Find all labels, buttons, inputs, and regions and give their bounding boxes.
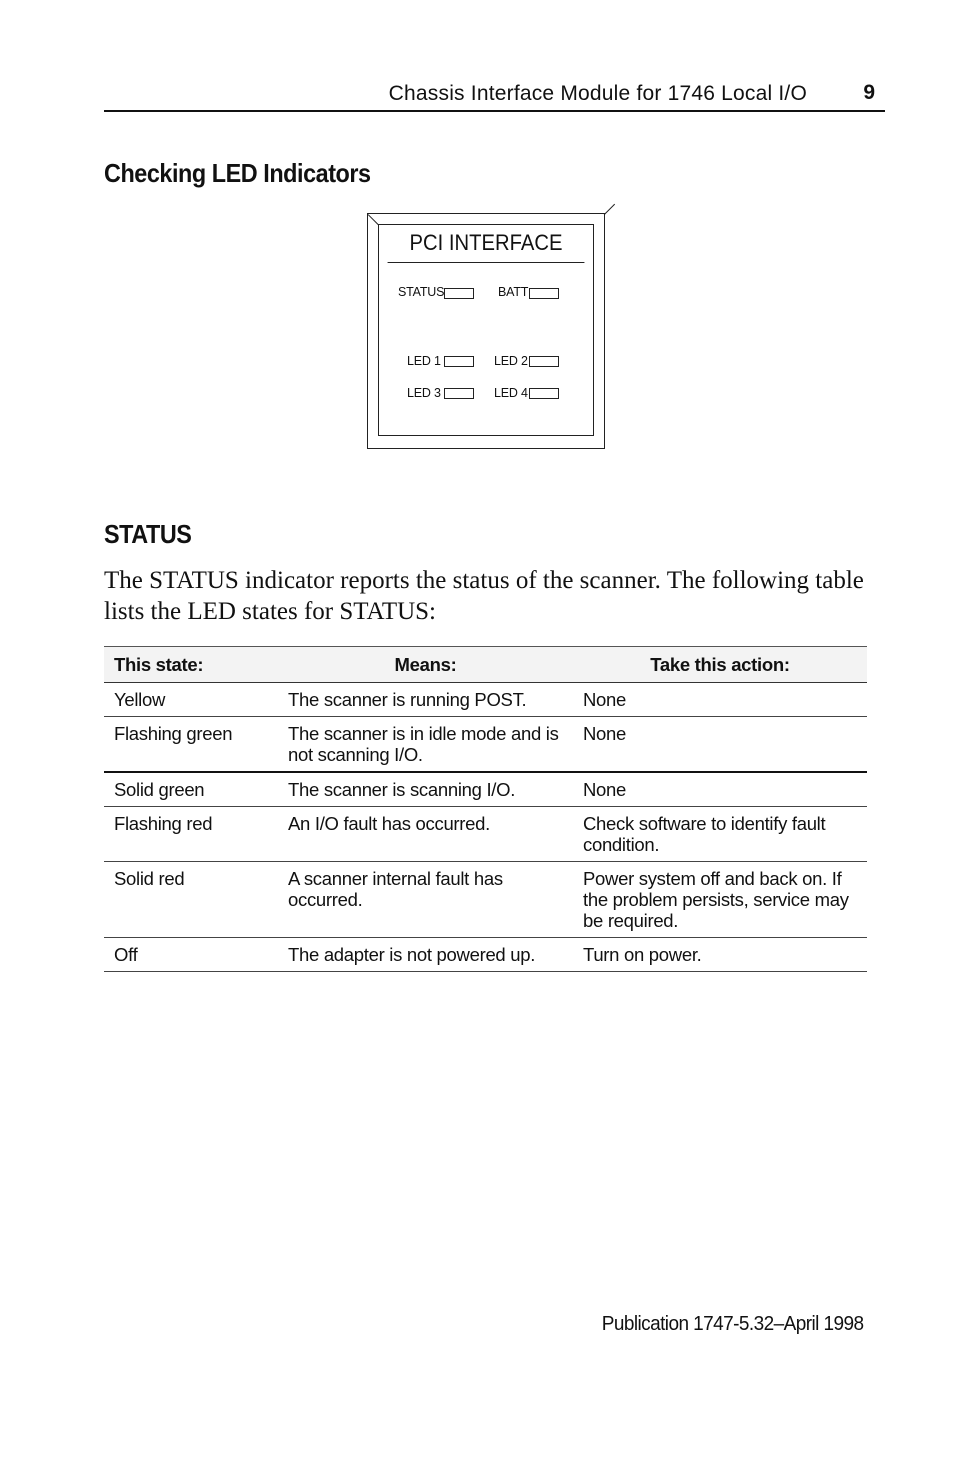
table-row <box>104 862 867 938</box>
indicator-label-led-3: LED 3 <box>407 386 441 400</box>
indicator-label-led-2: LED 2 <box>494 354 528 368</box>
section-heading-status: STATUS <box>104 519 192 549</box>
status-description: The STATUS indicator reports the status of the scanner. The following table lists the LED states for STATUS: <box>104 567 864 625</box>
means-cell: The adapter is not powered up. <box>278 938 573 972</box>
state-cell: Yellow <box>104 683 278 717</box>
pci-interface-panel-diagram <box>367 213 605 449</box>
state-cell: Flashing green <box>104 717 278 773</box>
table-row <box>104 717 867 773</box>
column-header-action: Take this action: <box>573 647 867 683</box>
page-header <box>104 80 885 112</box>
indicator-label-status: STATUS <box>398 285 445 299</box>
header-title: Chassis Interface Module for 1746 Local I/O <box>388 82 807 105</box>
indicator-label-led-1: LED 1 <box>407 354 441 368</box>
table-row <box>104 772 867 807</box>
panel-bevel-top-right <box>604 204 616 216</box>
indicator-label-batt: BATT <box>498 285 529 299</box>
led-1-indicator <box>444 356 474 367</box>
state-cell: Flashing red <box>104 807 278 862</box>
panel-face <box>378 224 594 436</box>
state-cell: Solid red <box>104 862 278 938</box>
column-header-means: Means: <box>278 647 573 683</box>
action-cell: None <box>573 683 867 717</box>
means-cell: The scanner is scanning I/O. <box>278 772 573 807</box>
action-cell: Check software to identify fault condition. <box>573 807 867 862</box>
publication-footer: Publication 1747-5.32–April 1998 <box>601 1313 863 1335</box>
indicator-label-led-4: LED 4 <box>494 386 528 400</box>
column-header-state: This state: <box>104 647 278 683</box>
led-2-indicator <box>529 356 559 367</box>
table-row <box>104 807 867 862</box>
status-led <box>444 288 474 299</box>
led-4-indicator <box>529 388 559 399</box>
state-cell: Off <box>104 938 278 972</box>
means-cell: The scanner is running POST. <box>278 683 573 717</box>
means-cell: An I/O fault has occurred. <box>278 807 573 862</box>
page-number: 9 <box>863 81 875 104</box>
panel-title: PCI INTERFACE <box>388 225 585 263</box>
means-cell: The scanner is in idle mode and is not scanning I/O. <box>278 717 573 773</box>
led-3-indicator <box>444 388 474 399</box>
section-heading-checking-led: Checking LED Indicators <box>104 158 371 188</box>
action-cell: None <box>573 717 867 773</box>
batt-led <box>529 288 559 299</box>
action-cell: None <box>573 772 867 807</box>
status-led-states-table <box>104 646 867 972</box>
table-row <box>104 683 867 717</box>
table-header-row <box>104 647 867 683</box>
state-cell: Solid green <box>104 772 278 807</box>
means-cell: A scanner internal fault has occurred. <box>278 862 573 938</box>
action-cell: Power system off and back on. If the problem persists, service may be required. <box>573 862 867 938</box>
action-cell: Turn on power. <box>573 938 867 972</box>
table-row <box>104 938 867 972</box>
